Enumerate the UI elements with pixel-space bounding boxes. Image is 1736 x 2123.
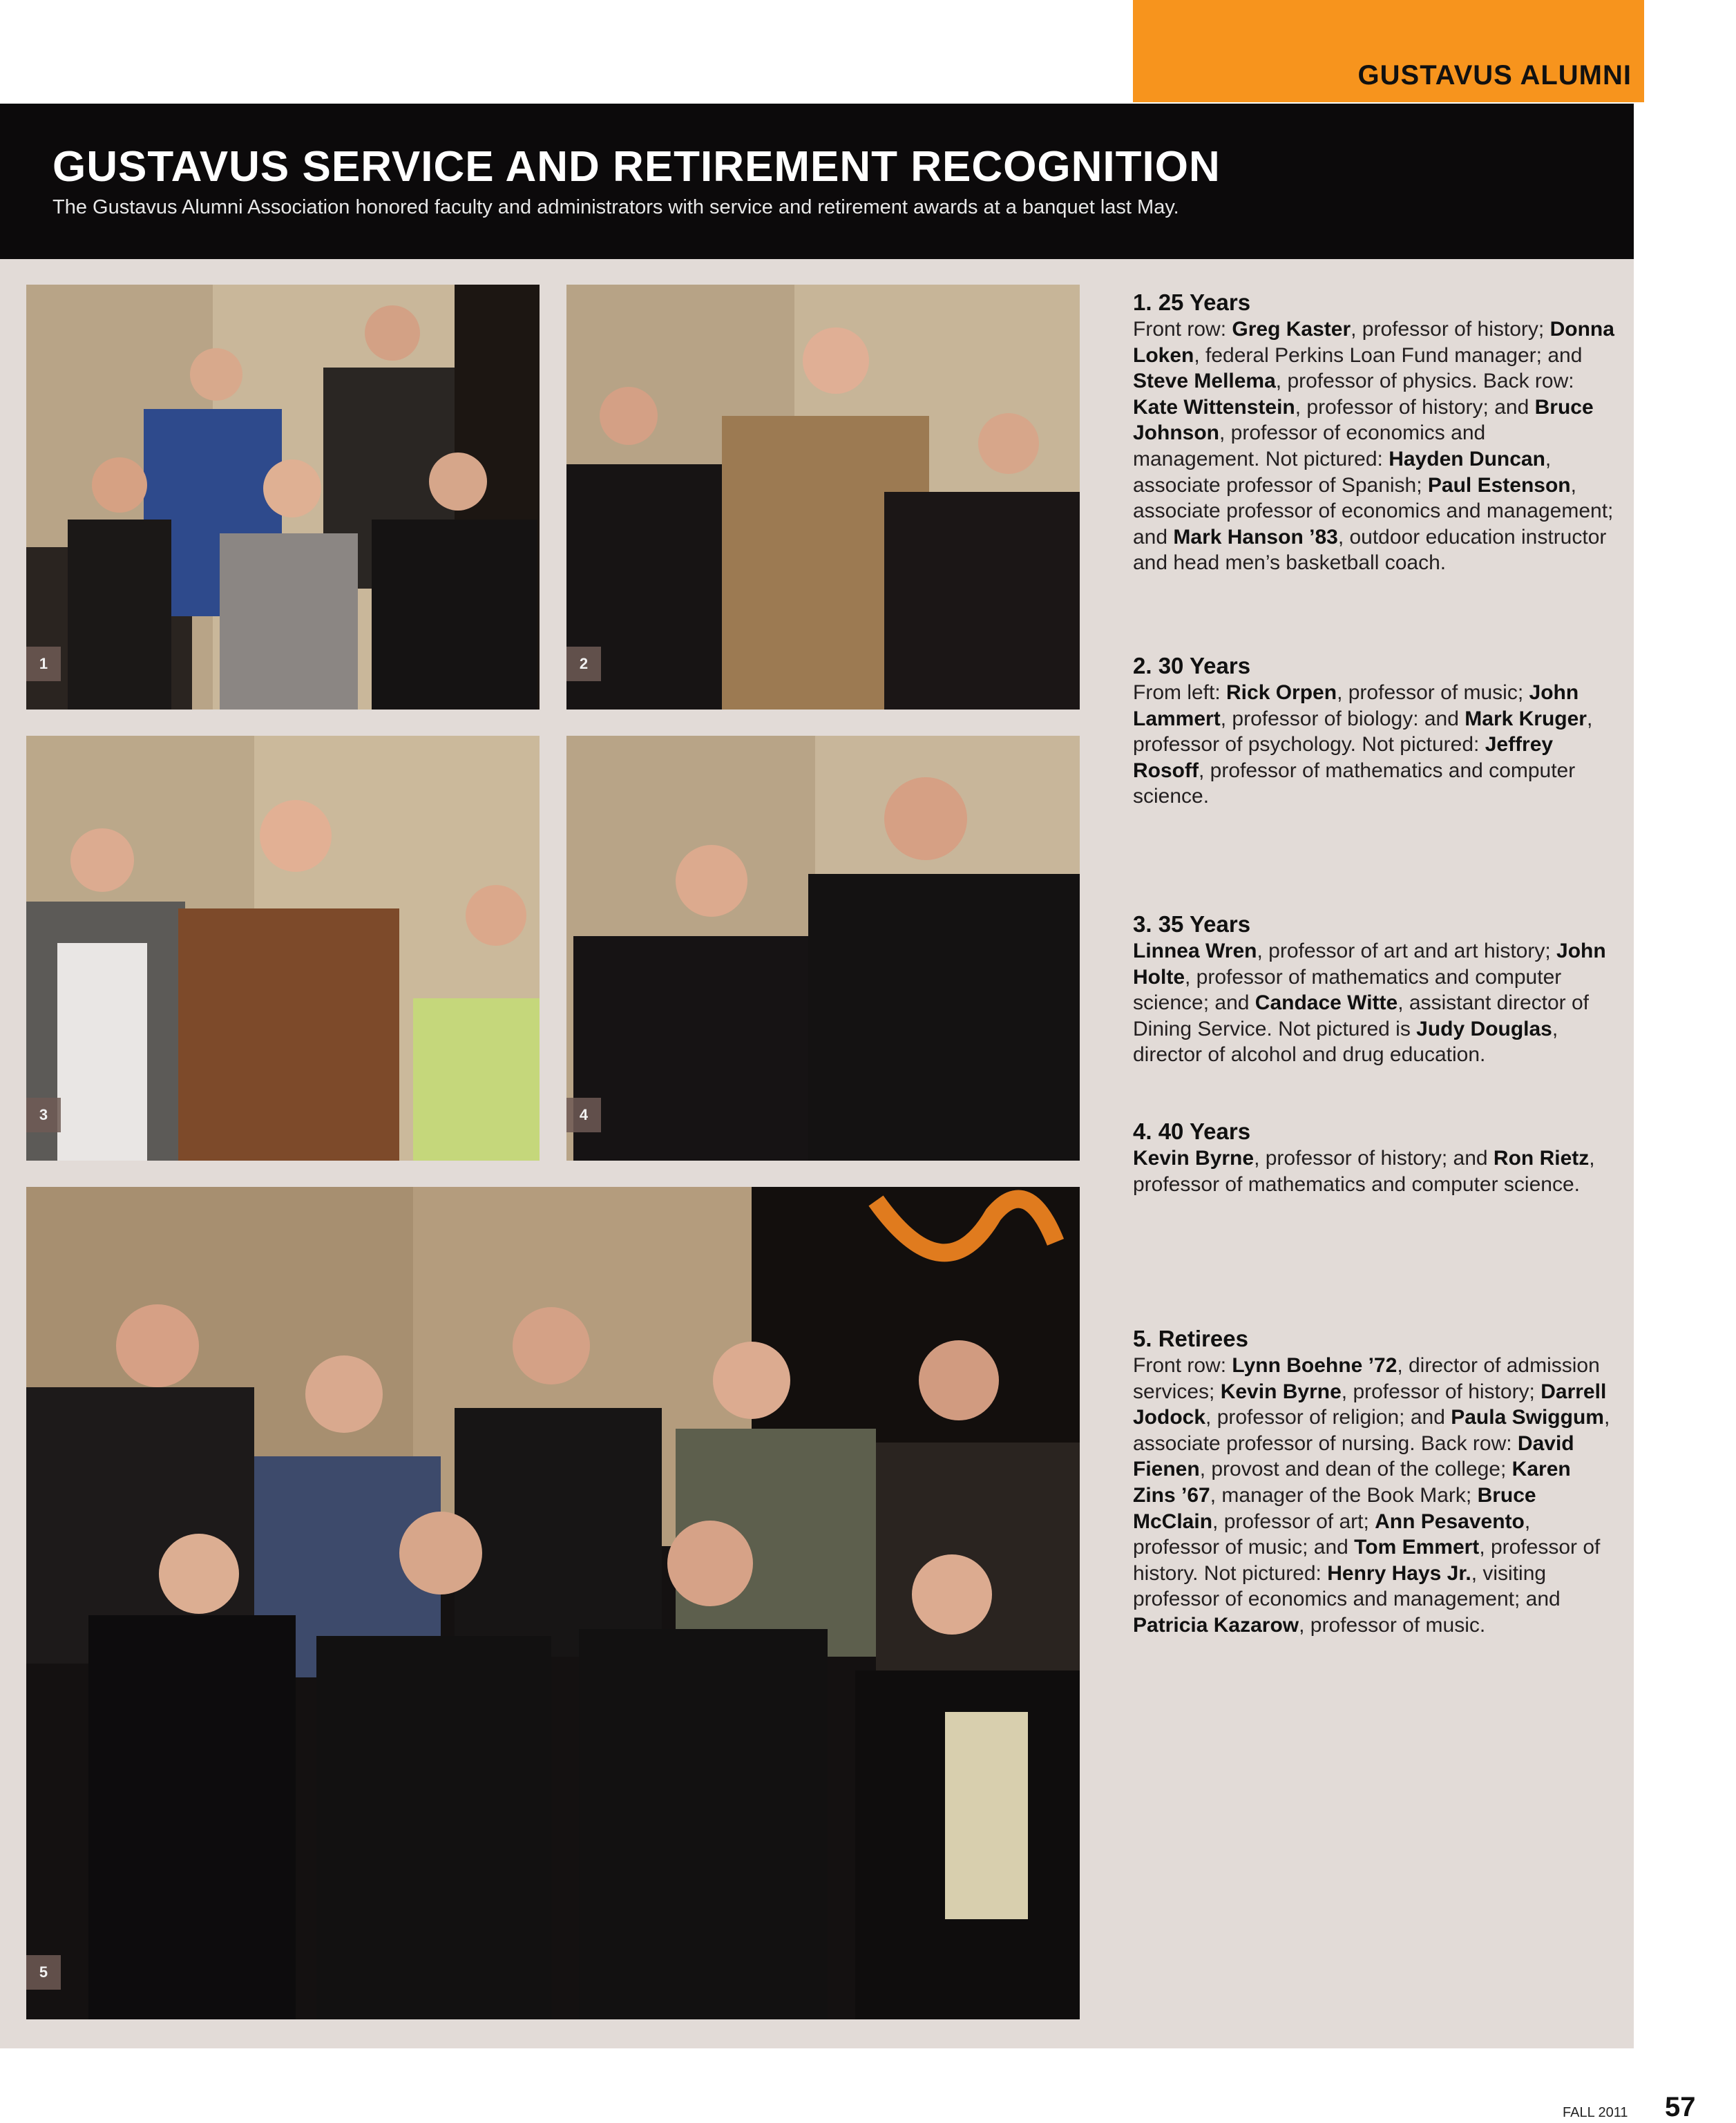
caption-text: , assistant director of Dining Service. Not pictured is <box>1133 991 1590 1040</box>
honoree-name: Kate Wittenstein <box>1133 395 1295 419</box>
caption-text: , professor of history; and <box>1295 395 1535 419</box>
caption-heading: 1. 25 Years <box>1133 289 1251 315</box>
photo-number-badge: 1 <box>26 647 61 681</box>
honoree-name: John Lammert <box>1133 681 1579 730</box>
honoree-name: Paul Estenson <box>1427 473 1571 497</box>
caption-text: From left: <box>1133 681 1227 704</box>
photo-number-badge: 3 <box>26 1098 61 1132</box>
photo-3 <box>26 736 540 1161</box>
caption-text: , professor of art; <box>1212 1510 1375 1533</box>
photo-4 <box>566 736 1080 1161</box>
article-title: GUSTAVUS SERVICE AND RETIREMENT RECOGNITION <box>53 143 1221 191</box>
issue-edition: FALL 2011 <box>1563 2105 1628 2120</box>
caption-text: , professor of history. Not pictured: <box>1133 1536 1601 1585</box>
honoree-name: Bruce McClain <box>1133 1483 1536 1533</box>
caption-text: , professor of music; <box>1337 681 1529 704</box>
caption-text: , professor of history; <box>1341 1380 1541 1403</box>
caption-text: , associate professor of nursing. Back row: <box>1133 1406 1610 1455</box>
article-subtitle: The Gustavus Alumni Association honored faculty and administrators with service and retirement awards at a banquet last May. <box>53 196 1179 218</box>
honoree-name: Candace Witte <box>1255 991 1398 1015</box>
caption-body <box>1133 1145 1616 1197</box>
caption-text: , provost and dean of the college; <box>1199 1458 1512 1481</box>
honoree-name: Kevin Byrne <box>1220 1380 1342 1403</box>
photo-number-badge: 4 <box>566 1098 601 1132</box>
honoree-name: Darrell Jodock <box>1133 1380 1607 1429</box>
caption-text: Front row: <box>1133 1354 1232 1377</box>
caption-text: , visiting professor of economics and management; and <box>1133 1561 1561 1611</box>
caption-heading: 2. 30 Years <box>1133 653 1251 678</box>
caption-body <box>1133 680 1616 810</box>
photo-number-badge: 2 <box>566 647 601 681</box>
honoree-name: David Fienen <box>1133 1431 1574 1481</box>
honoree-name: Jeffrey Rosoff <box>1133 733 1554 782</box>
caption-text: , professor of mathematics and computer science. <box>1133 1147 1595 1196</box>
honoree-name: Lynn Boehne ’72 <box>1232 1354 1398 1377</box>
caption-body <box>1133 316 1616 576</box>
article-header <box>0 104 1634 259</box>
honoree-name: Steve Mellema <box>1133 370 1276 393</box>
honoree-name: John Holte <box>1133 940 1606 989</box>
honoree-name: Bruce Johnson <box>1133 395 1594 445</box>
honoree-name: Patricia Kazarow <box>1133 1613 1299 1637</box>
caption-text: , professor of mathematics and computer science; and <box>1133 965 1562 1015</box>
caption-body <box>1133 938 1616 1068</box>
photo-1 <box>26 285 540 710</box>
caption-text: , professor of biology: and <box>1220 707 1465 730</box>
honoree-name: Donna Loken <box>1133 318 1614 367</box>
caption-heading: 3. 35 Years <box>1133 911 1251 937</box>
caption-text: , professor of physics. Back row: <box>1275 370 1574 393</box>
caption-text: , outdoor education instructor and head men’s basketball coach. <box>1133 525 1607 575</box>
caption-text: , associate professor of Spanish; <box>1133 447 1552 497</box>
honoree-name: Karen Zins ’67 <box>1133 1458 1571 1507</box>
caption-text: , professor of art and art history; <box>1257 940 1557 962</box>
honoree-name: Henry Hays Jr. <box>1327 1561 1471 1585</box>
section-label: GUSTAVUS ALUMNI <box>1357 60 1632 91</box>
honoree-name: Rick Orpen <box>1226 681 1337 704</box>
caption-heading: 5. Retirees <box>1133 1326 1248 1351</box>
caption-text: , federal Perkins Loan Fund manager; and <box>1194 343 1583 367</box>
caption-text: , professor of music; and <box>1133 1510 1531 1559</box>
honoree-name: Kevin Byrne <box>1133 1147 1255 1170</box>
caption-text: , director of admission services; <box>1133 1354 1600 1403</box>
caption-heading: 4. 40 Years <box>1133 1118 1251 1144</box>
honoree-name: Judy Douglas <box>1416 1017 1552 1040</box>
caption-text: Front row: <box>1133 318 1232 341</box>
section-tab <box>1133 0 1644 102</box>
caption-30-years <box>1133 652 1616 810</box>
honoree-name: Ann Pesavento <box>1375 1510 1525 1533</box>
honoree-name: Paula Swiggum <box>1451 1406 1604 1429</box>
photo-5 <box>26 1187 1080 2019</box>
caption-text: , manager of the Book Mark; <box>1210 1483 1478 1507</box>
group-photo-image <box>26 736 540 1161</box>
group-photo-image <box>26 285 540 710</box>
caption-text: , professor of religion; and <box>1205 1406 1451 1429</box>
honoree-name: Tom Emmert <box>1354 1536 1480 1559</box>
caption-retirees <box>1133 1325 1616 1639</box>
caption-text: , director of alcohol and drug education. <box>1133 1017 1558 1067</box>
caption-35-years <box>1133 911 1616 1068</box>
caption-text: , associate professor of economics and management; and <box>1133 473 1614 549</box>
honoree-name: Ron Rietz <box>1493 1147 1590 1170</box>
caption-text: , professor of economics and management. Not pictured: <box>1133 421 1486 470</box>
honoree-name: Greg Kaster <box>1232 318 1351 341</box>
caption-text: , professor of mathematics and computer science. <box>1133 759 1576 808</box>
honoree-name: Mark Kruger <box>1465 707 1587 730</box>
caption-text: , professor of music. <box>1299 1613 1486 1637</box>
caption-body <box>1133 1353 1616 1639</box>
caption-text: , professor of psychology. Not pictured: <box>1133 707 1593 756</box>
group-photo-image <box>566 736 1080 1161</box>
honoree-name: Linnea Wren <box>1133 940 1257 962</box>
honoree-name: Hayden Duncan <box>1389 447 1545 470</box>
photo-number-badge: 5 <box>26 1955 61 1990</box>
group-photo-image <box>26 1187 1080 2019</box>
honoree-name: Mark Hanson ’83 <box>1173 525 1338 549</box>
caption-25-years <box>1133 289 1616 576</box>
photo-2 <box>566 285 1080 710</box>
group-photo-image <box>566 285 1080 710</box>
caption-40-years <box>1133 1118 1616 1197</box>
caption-text: , professor of history; and <box>1254 1147 1494 1170</box>
caption-text: , professor of history; <box>1351 318 1550 341</box>
page-number: 57 <box>1665 2092 1696 2122</box>
